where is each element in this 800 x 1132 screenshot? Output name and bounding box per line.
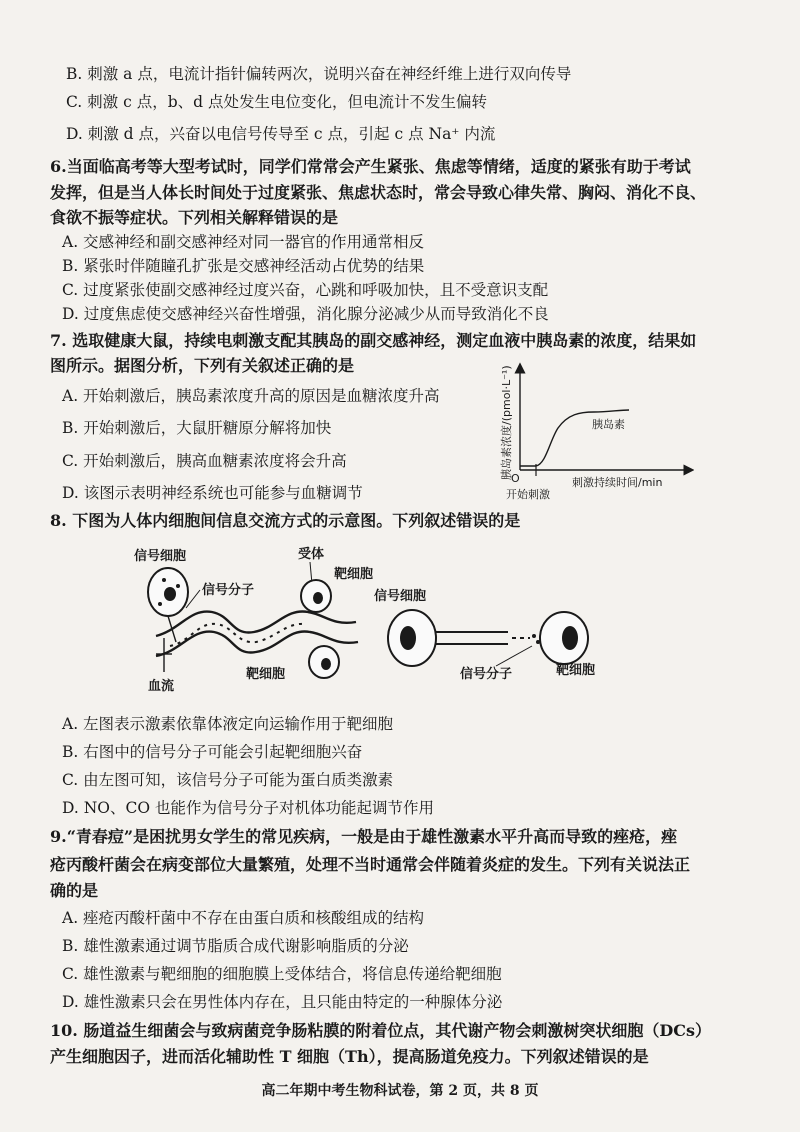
curve-label: 胰岛素	[592, 418, 625, 431]
target-cell-label-right: 靶细胞	[556, 663, 596, 678]
y-axis-label: 胰岛素浓度/(pmol·L⁻¹)	[500, 365, 513, 480]
q9-option-b: B. 雄性激素通过调节脂质合成代谢影响脂质的分泌	[62, 937, 409, 955]
q6-option-d: D. 过度焦虑使交感神经兴奋性增强，消化腺分泌减少从而导致消化不良	[62, 305, 549, 323]
blood-flow-dots	[170, 624, 306, 646]
q6-option-a: A. 交感神经和副交感神经对同一器官的作用通常相反	[62, 233, 425, 251]
receptor-label: 受体	[298, 547, 325, 562]
q6-stem-3: 食欲不振等症状。下列相关解释错误的是	[50, 208, 339, 227]
q9-stem-2: 疮丙酸杆菌会在病变部位大量繁殖，处理不当时通常会伴随着炎症的发生。下列有关说法正	[50, 855, 691, 874]
q9-option-c: C. 雄性激素与靶细胞的细胞膜上受体结合，将信息传递给靶细胞	[62, 965, 502, 983]
target-cell-label-bottom: 靶细胞	[246, 667, 286, 682]
signal-molecule-label-left: 信号分子	[202, 583, 255, 598]
q9-option-a: A. 痤疮丙酸杆菌中不存在由蛋白质和核酸组成的结构	[62, 909, 425, 927]
insulin-graph	[484, 360, 694, 500]
blood-flow-label: 血流	[148, 679, 175, 694]
signal-molecule-label-right: 信号分子	[460, 667, 513, 682]
q5-option-d: D. 刺激 d 点，兴奋以电信号传导至 c 点，引起 c 点 Na⁺ 内流	[66, 125, 496, 143]
page-footer: 高二年期中考生物科试卷，第 2 页，共 8 页	[261, 1083, 539, 1099]
q9-stem-1: 9.“青春痘”是困扰男女学生的常见疾病，一般是由于雄性激素水平升高而导致的痤疮，痤	[50, 827, 678, 846]
q6-option-b: B. 紧张时伴随瞳孔扩张是交感神经活动占优势的结果	[62, 257, 425, 275]
signal-cell-left-nucleus	[164, 587, 176, 601]
x-axis-label: 刺激持续时间/min	[572, 476, 663, 489]
q8-option-a: A. 左图表示激素依靠体液定向运输作用于靶细胞	[62, 715, 394, 733]
origin-label: O	[511, 472, 520, 485]
q7-option-b: B. 开始刺激后，大鼠肝糖原分解将加快	[62, 419, 332, 437]
q5-option-c: C. 刺激 c 点，b、d 点处发生电位变化，但电流计不发生偏转	[66, 93, 487, 111]
q5-option-b: B. 刺激 a 点，电流计指针偏转两次，说明兴奋在神经纤维上进行双向传导	[66, 65, 572, 83]
q7-option-d: D. 该图示表明神经系统也可能参与血糖调节	[62, 484, 363, 502]
axon	[436, 632, 508, 644]
q9-stem-3: 确的是	[50, 881, 99, 900]
stimulus-label: 开始刺激	[506, 488, 550, 500]
q6-option-c: C. 过度紧张使副交感神经过度兴奋，心跳和呼吸加快，且不受意识支配	[62, 281, 549, 299]
q8-stem: 8. 下图为人体内细胞间信息交流方式的示意图。下列叙述错误的是	[50, 511, 521, 530]
target-cell-label-top: 靶细胞	[334, 567, 374, 582]
q8-option-d: D. NO、CO 也能作为信号分子对机体功能起调节作用	[62, 799, 434, 817]
blood-vessel-upper	[156, 611, 356, 636]
signal-cell-label-left: 信号细胞	[134, 549, 187, 564]
q8-option-c: C. 由左图可知，该信号分子可能为蛋白质类激素	[62, 771, 394, 789]
q6-stem-1: 6.当面临高考等大型考试时，同学们常常会产生紧张、焦虑等情绪，适度的紧张有助于考试	[50, 157, 691, 176]
q10-stem-2: 产生细胞因子，进而活化辅助性 T 细胞（Th），提高肠道免疫力。下列叙述错误的是	[50, 1047, 649, 1066]
q8-option-b: B. 右图中的信号分子可能会引起靶细胞兴奋	[62, 743, 363, 761]
q7-option-c: C. 开始刺激后，胰高血糖素浓度将会升高	[62, 452, 347, 470]
signal-cell-label-right: 信号细胞	[374, 589, 427, 604]
q10-stem-1: 10. 肠道益生细菌会与致病菌竞争肠粘膜的附着位点，其代谢产物会刺激树突状细胞（DCs）	[50, 1021, 712, 1040]
q7-stem-1: 7. 选取健康大鼠，持续电刺激支配其胰岛的副交感神经，测定血液中胰岛素的浓度，结果如	[50, 331, 697, 350]
cell-communication-figure	[120, 538, 620, 708]
q7-stem-2: 图所示。据图分析，下列有关叙述正确的是	[50, 356, 355, 375]
q9-option-d: D. 雄性激素只会在男性体内存在，且只能由特定的一种腺体分泌	[62, 993, 503, 1011]
q6-stem-2: 发挥，但是当人体长时间处于过度紧张、焦虑状态时，常会导致心律失常、胸闷、消化不良、	[50, 183, 707, 202]
q7-option-a: A. 开始刺激后，胰岛素浓度升高的原因是血糖浓度升高	[62, 387, 440, 405]
